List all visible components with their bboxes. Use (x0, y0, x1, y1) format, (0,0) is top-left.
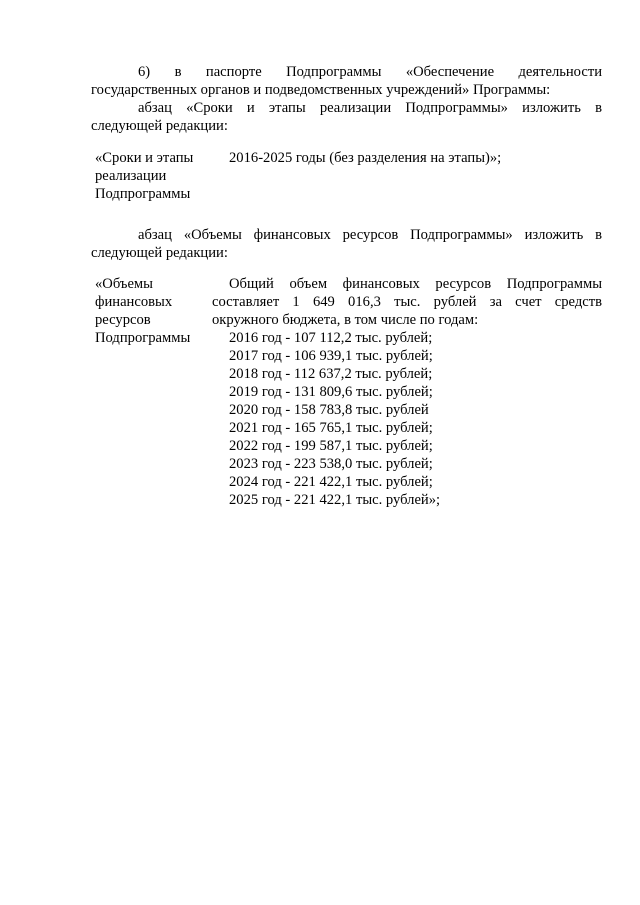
terms-label-line: реализации (95, 168, 167, 184)
word: ресурсов (342, 227, 399, 243)
finance-value-line3: окружного бюджета, в том числе по годам: (212, 312, 479, 328)
terms-intro-line1 (138, 99, 602, 117)
word: ресурсов (435, 276, 492, 292)
word: «Обеспечение (405, 64, 495, 80)
word: Подпрограммы» (410, 227, 513, 243)
item6-line1 (138, 63, 602, 81)
word: Подпрограммы (286, 64, 382, 80)
word: составляет (212, 294, 280, 310)
word: абзац (138, 227, 172, 243)
finance-label-line: ресурсов (95, 312, 151, 328)
item6-line2: государственных органов и подведомственных учреждений» Программы: (91, 82, 551, 98)
finance-label-line: «Объемы (95, 276, 153, 292)
word: изложить (524, 227, 584, 243)
word: 649 (312, 294, 335, 310)
word: «Сроки (186, 100, 233, 116)
finance-label-line: финансовых (95, 294, 173, 310)
word: 1 (292, 294, 300, 310)
finance-year-item: 2021 год - 165 765,1 тыс. рублей; (229, 420, 433, 436)
terms-label-line: Подпрограммы (95, 186, 191, 202)
finance-intro-line2: следующей редакции: (91, 245, 228, 261)
word: этапы (268, 100, 306, 116)
terms-intro-line2: следующей редакции: (91, 118, 228, 134)
finance-value-line1 (229, 275, 602, 293)
word: финансовых (342, 276, 420, 292)
word: паспорте (205, 64, 262, 80)
word: Подпрограммы» (405, 100, 508, 116)
word: изложить (522, 100, 581, 116)
finance-year-item: 2019 год - 131 809,6 тыс. рублей; (229, 384, 433, 400)
word: 6) (138, 64, 151, 80)
word: реализации (319, 100, 392, 116)
finance-value-line2 (212, 293, 602, 311)
terms-value: 2016-2025 годы (без разделения на этапы)»; (229, 150, 502, 166)
word: в (595, 100, 602, 116)
word: и (246, 100, 255, 116)
word: финансовых (253, 227, 331, 243)
word: средств (554, 294, 603, 310)
word: Подпрограммы (506, 276, 602, 292)
finance-year-item: 2024 год - 221 422,1 тыс. рублей; (229, 474, 433, 490)
finance-intro-line1 (138, 226, 602, 244)
word: за (489, 294, 502, 310)
finance-year-item: 2020 год - 158 783,8 тыс. рублей (229, 402, 429, 418)
finance-year-item: 2023 год - 223 538,0 тыс. рублей; (229, 456, 433, 472)
terms-label-line: «Сроки и этапы (95, 150, 194, 166)
word: объем (289, 276, 328, 292)
finance-year-item: 2017 год - 106 939,1 тыс. рублей; (229, 348, 433, 364)
word: «Объемы (183, 227, 242, 243)
word: в (174, 64, 182, 80)
word: счет (515, 294, 542, 310)
word: Общий (229, 276, 274, 292)
finance-year-item: 2025 год - 221 422,1 тыс. рублей»; (229, 492, 441, 508)
word: 016,3 (348, 294, 381, 310)
word: рублей (433, 294, 477, 310)
finance-year-item: 2018 год - 112 637,2 тыс. рублей; (229, 366, 433, 382)
finance-label-line: Подпрограммы (95, 330, 191, 346)
word: тыс. (394, 294, 421, 310)
finance-year-item: 2022 год - 199 587,1 тыс. рублей; (229, 438, 433, 454)
word: абзац (138, 100, 172, 116)
word: в (595, 227, 603, 243)
finance-year-item: 2016 год - 107 112,2 тыс. рублей; (229, 330, 433, 346)
word: деятельности (518, 64, 603, 80)
